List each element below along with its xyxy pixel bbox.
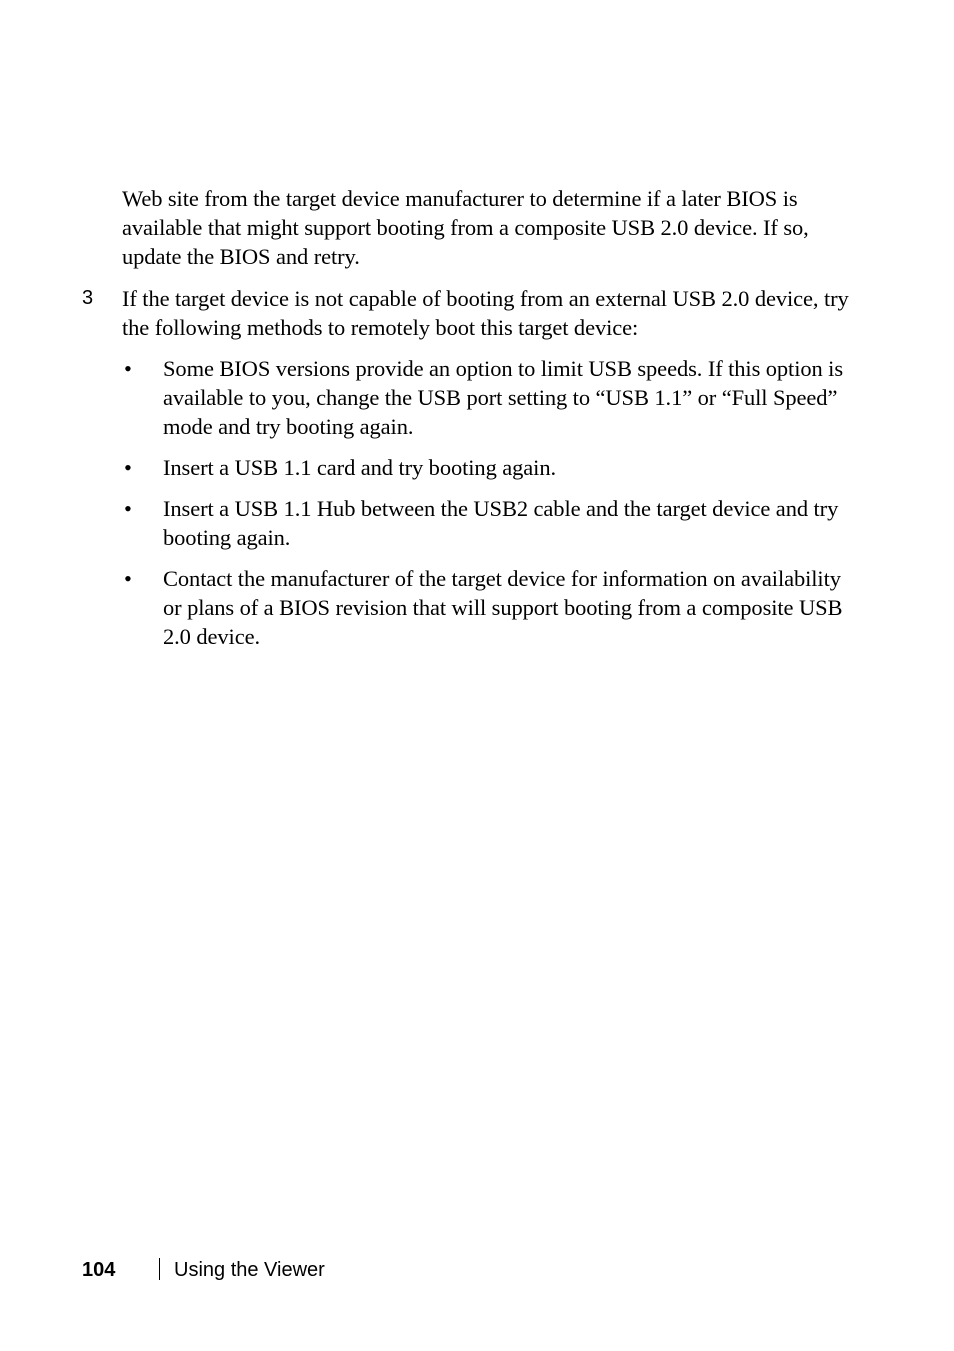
continuation-paragraph: Web site from the target device manufacturer to determine if a later BIOS is available that might support booting from a composite USB 2.0 device. If so, update the BIOS and retry. (122, 186, 809, 269)
bullet-icon: • (124, 356, 132, 381)
step-number: 3 (82, 287, 94, 309)
step-text: If the target device is not capable of booting from an external USB 2.0 device, try the following methods to remotely boot this target device: (122, 286, 849, 340)
list-item (122, 453, 857, 482)
footer-divider (159, 1258, 160, 1280)
bullet-icon: • (124, 566, 132, 591)
bullet-text: Some BIOS versions provide an option to limit USB speeds. If this option is available to you, change the USB port setting to “USB 1.1” or “Full Speed” mode and try booting again. (163, 356, 843, 439)
list-item (122, 564, 857, 651)
section-title: Using the Viewer (174, 1259, 325, 1281)
page-number: 104 (82, 1259, 116, 1281)
list-item (122, 494, 857, 552)
bullet-text: Contact the manufacturer of the target device for information on availability or plans of a BIOS revision that will support booting from a composite USB 2.0 device. (163, 566, 843, 649)
bullet-icon: • (124, 455, 132, 480)
list-item (122, 354, 857, 441)
bullet-text: Insert a USB 1.1 Hub between the USB2 cable and the target device and try booting again. (163, 496, 839, 550)
bullet-text: Insert a USB 1.1 card and try booting again. (163, 455, 557, 480)
bullet-list (122, 354, 857, 663)
bullet-icon: • (124, 496, 132, 521)
